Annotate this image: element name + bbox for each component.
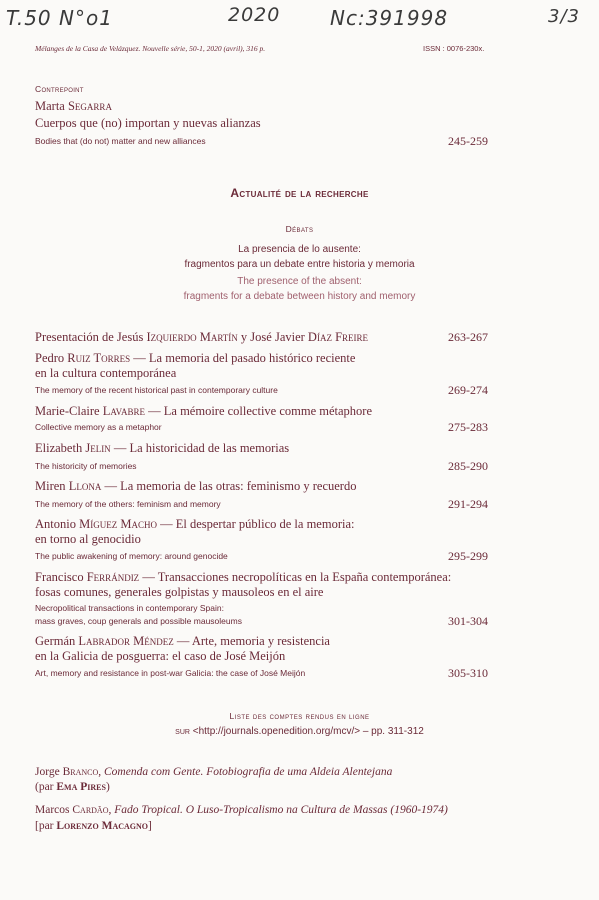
entry-pages: 263-267	[448, 330, 488, 344]
toc-entry-title	[35, 517, 354, 532]
entry-pages: 305-310	[448, 666, 488, 680]
author-first-name: Miren	[35, 479, 66, 493]
reviewer-prefix: (par	[35, 781, 54, 793]
author-first-name: Elizabeth	[35, 441, 83, 455]
debate-title-es-2: fragmentos para un debate entre historia y memoria	[184, 259, 415, 270]
entry-title: — La mémoire collective comme métaphore	[148, 404, 373, 418]
debats-kicker: Débats	[285, 224, 314, 234]
entry-title-en: Necropolitical transactions in contemporary Spain:	[35, 603, 224, 613]
toc-entry-title	[35, 441, 289, 456]
author-last-name: Llona	[68, 479, 102, 493]
entry-text: y José Javier	[240, 330, 305, 344]
reviews-heading: Liste des comptes rendus en ligne	[229, 711, 370, 721]
entry-title: — El despertar público de la memoria:	[160, 517, 355, 531]
author-first-name: Marie-Claire	[35, 404, 100, 418]
handwritten-page-note: 3/3	[548, 6, 580, 27]
handwritten-volume-note: T.50 N°o1	[6, 6, 113, 30]
review-author-last: Cardão	[72, 804, 109, 816]
entry-title-en-cont: mass graves, coup generals and possible mausoleums	[35, 616, 242, 626]
review-entry: Marcos Cardão, Fado Tropical. O Luso-Tropicalismo na Cultura de Massas (1960-1974)	[35, 804, 448, 816]
review-author-last: Branco	[62, 766, 99, 778]
reviewer-suffix: )	[105, 781, 110, 793]
entry-pages: 269-274	[448, 383, 488, 397]
entry-title-en: The historicity of memories	[35, 461, 137, 471]
toc-entry-title	[35, 570, 451, 585]
author-first-name: Francisco	[35, 570, 84, 584]
reviews-url[interactable]: <http://journals.openedition.org/mcv/> – pp. 311-312	[192, 726, 424, 737]
review-book-title: Comenda com Gente. Fotobiografia de uma Aldeia Alentejana	[104, 766, 393, 778]
entry-title-cont: en la cultura contemporánea	[35, 366, 177, 380]
entry-text: Presentación de Jesús	[35, 330, 144, 344]
toc-entry-title	[35, 404, 372, 419]
entry-title-en: The memory of the others: feminism and memory	[35, 499, 221, 509]
contrepoint-kicker: Contrepoint	[35, 84, 84, 94]
contrepoint-title: Cuerpos que (no) importan y nuevas alianzas	[35, 116, 261, 130]
entry-pages: 275-283	[448, 420, 488, 434]
reviewer-line	[35, 781, 110, 793]
entry-title: — Arte, memoria y resistencia	[176, 634, 330, 648]
debate-title-es-1: La presencia de lo ausente:	[238, 244, 361, 255]
debate-title-en-2: fragments for a debate between history and memory	[183, 291, 416, 302]
entry-title: — La memoria de las otras: feminismo y recuerdo	[104, 479, 357, 493]
entry-title-cont: en torno al genocidio	[35, 532, 141, 546]
entry-title-en: Collective memory as a metaphor	[35, 422, 162, 432]
reviewer-suffix: ]	[148, 820, 152, 832]
reviews-sur: sur	[175, 726, 190, 737]
journal-citation: Mélanges de la Casa de Velázquez. Nouvelle série, 50-1, 2020 (avril), 316 p.	[35, 44, 266, 53]
entry-title: — Transacciones necropolíticas en la España contemporánea:	[142, 570, 452, 584]
author-last-name: Jelin	[85, 441, 111, 455]
contrepoint-title-en: Bodies that (do not) matter and new alliances	[35, 136, 206, 146]
review-book-title: Fado Tropical. O Luso-Tropicalismo na Cultura de Massas (1960-1974)	[114, 804, 448, 816]
reviewer-last: Pires	[80, 781, 106, 793]
toc-entry-title	[35, 634, 330, 649]
entry-title: — La memoria del pasado histórico reciente	[133, 351, 356, 365]
entry-title-cont: en la Galicia de posguerra: el caso de José Meijón	[35, 649, 286, 663]
issn: ISSN : 0076-230x.	[423, 44, 485, 53]
section-title: Actualité de la recherche	[230, 186, 369, 200]
author-name: Izquierdo Martín	[146, 330, 238, 344]
handwritten-year-note: 2020	[228, 4, 281, 26]
review-entry: Jorge Branco, Comenda com Gente. Fotobiografia de uma Aldeia Alentejana	[35, 766, 393, 778]
entry-title: — La historicidad de las memorias	[113, 441, 290, 455]
author-last-name: Ferrándiz	[86, 570, 140, 584]
author-first-name: Germán	[35, 634, 76, 648]
contrepoint-pages: 245-259	[448, 134, 488, 148]
entry-title-en: The public awakening of memory: around genocide	[35, 551, 228, 561]
handwritten-catalog-note: Nc:391998	[330, 6, 449, 30]
reviews-url-line	[0, 726, 599, 737]
entry-title-en: Art, memory and resistance in post-war Galicia: the case of José Meijón	[35, 668, 306, 678]
toc-entry-presentation	[35, 330, 368, 345]
review-author-first: Marcos	[35, 804, 70, 816]
reviewer-line	[35, 820, 152, 832]
author-first-name: Marta	[35, 99, 65, 113]
author-last-name: Segarra	[67, 99, 112, 113]
author-name: Díaz Freire	[307, 330, 369, 344]
author-first-name: Antonio	[35, 517, 76, 531]
contrepoint-author	[35, 99, 112, 114]
author-last-name: Labrador Méndez	[78, 634, 174, 648]
author-last-name: Míguez Macho	[79, 517, 157, 531]
entry-pages: 285-290	[448, 459, 488, 473]
reviewer-prefix: [par	[35, 820, 54, 832]
entry-title-en: The memory of the recent historical past in contemporary culture	[35, 385, 278, 395]
reviewer-first: Lorenzo	[56, 820, 99, 832]
entry-pages: 301-304	[448, 614, 488, 628]
entry-pages: 295-299	[448, 549, 488, 563]
author-first-name: Pedro	[35, 351, 65, 365]
review-author-first: Jorge	[35, 766, 60, 778]
entry-title-cont: fosas comunes, generales golpistas y mausoleos en el aire	[35, 585, 324, 599]
reviewer-first: Ema	[56, 781, 78, 793]
author-last-name: Ruiz Torres	[67, 351, 131, 365]
debate-title-en-1: The presence of the absent:	[237, 276, 362, 287]
entry-pages: 291-294	[448, 497, 488, 511]
author-last-name: Lavabre	[102, 404, 146, 418]
toc-entry-title	[35, 479, 356, 494]
reviewer-last: Macagno	[101, 820, 149, 832]
toc-entry-title	[35, 351, 355, 366]
